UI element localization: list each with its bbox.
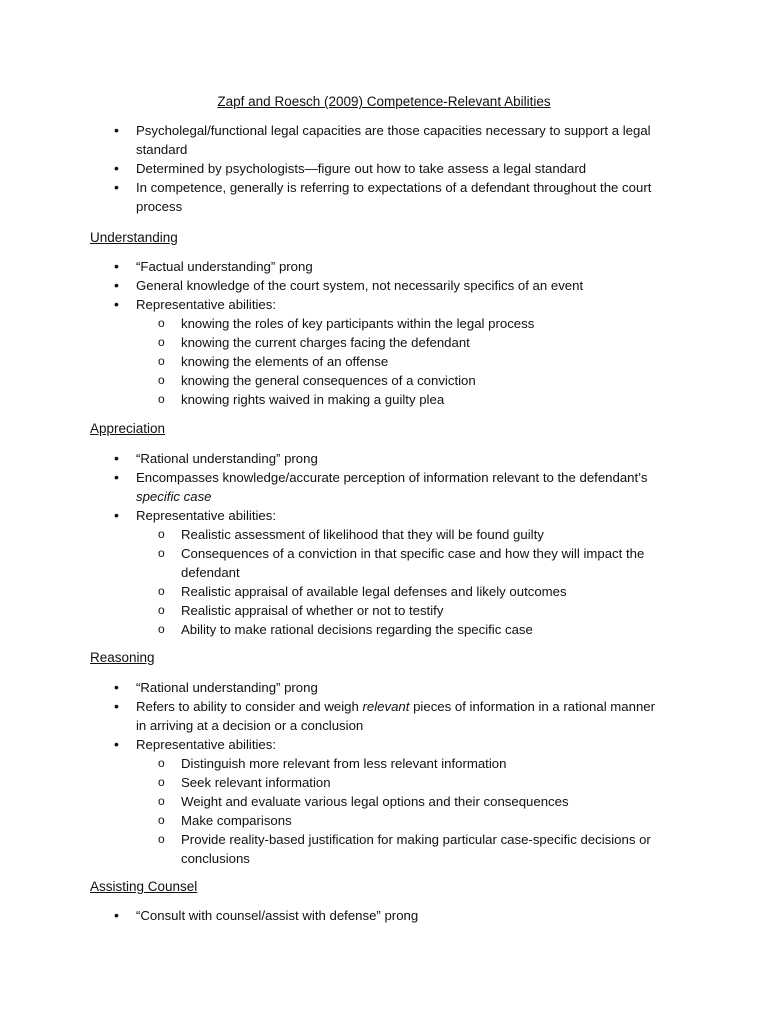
understanding-ability: o knowing the general consequences of a conviction bbox=[0, 371, 768, 390]
understanding-item: • Representative abilities: bbox=[0, 295, 768, 314]
appreciation-item-text: Encompasses knowledge/accurate perception of information relevant to the defendant’s bbox=[136, 470, 648, 485]
intro-item: • Determined by psychologists—figure out how to take assess a legal standard bbox=[0, 159, 768, 178]
reasoning-ability: o Weight and evaluate various legal options and their consequences bbox=[0, 792, 768, 811]
appreciation-item-italic: specific case bbox=[136, 489, 212, 504]
appreciation-ability: o Realistic appraisal of whether or not to testify bbox=[0, 601, 768, 620]
reasoning-item-italic: relevant bbox=[362, 699, 410, 714]
understanding-item: • “Factual understanding” prong bbox=[0, 257, 768, 276]
appreciation-ability: o Ability to make rational decisions regarding the specific case bbox=[0, 620, 768, 639]
understanding-item: • General knowledge of the court system, not necessarily specifics of an event bbox=[0, 276, 768, 295]
reasoning-item-post: pieces of information in a rational manner in arriving at a decision or a conclusion bbox=[136, 699, 656, 733]
understanding-ability: o knowing the roles of key participants within the legal process bbox=[0, 314, 768, 333]
reasoning-item: • Representative abilities: bbox=[0, 735, 768, 754]
section-heading-assisting-counsel: Assisting Counsel bbox=[90, 879, 198, 894]
understanding-list bbox=[0, 257, 768, 409]
reasoning-item bbox=[0, 697, 768, 735]
assisting-item: • “Consult with counsel/assist with defense” prong bbox=[0, 906, 768, 925]
section-heading-appreciation: Appreciation bbox=[90, 421, 166, 436]
section-heading-understanding: Understanding bbox=[90, 230, 178, 245]
assisting-list bbox=[0, 906, 768, 925]
section-heading-reasoning: Reasoning bbox=[90, 650, 155, 665]
reasoning-ability: o Provide reality-based justification for making particular case-specific decisions or conclusions bbox=[0, 830, 768, 868]
appreciation-list bbox=[0, 449, 768, 639]
reasoning-ability: o Seek relevant information bbox=[0, 773, 768, 792]
appreciation-ability: o Consequences of a conviction in that specific case and how they will impact the defendant bbox=[0, 544, 768, 582]
intro-item: • Psycholegal/functional legal capacities are those capacities necessary to support a legal standard bbox=[0, 121, 768, 159]
appreciation-ability: o Realistic appraisal of available legal defenses and likely outcomes bbox=[0, 582, 768, 601]
appreciation-ability: o Realistic assessment of likelihood that they will be found guilty bbox=[0, 525, 768, 544]
appreciation-item bbox=[0, 468, 768, 506]
reasoning-ability: o Distinguish more relevant from less relevant information bbox=[0, 754, 768, 773]
reasoning-item-pre: Refers to ability to consider and weigh bbox=[136, 699, 363, 714]
understanding-ability: o knowing the current charges facing the defendant bbox=[0, 333, 768, 352]
reasoning-item: • “Rational understanding” prong bbox=[0, 678, 768, 697]
reasoning-list bbox=[0, 678, 768, 868]
appreciation-item: • Representative abilities: bbox=[0, 506, 768, 525]
document-title: Zapf and Roesch (2009) Competence-Relevant Abilities bbox=[217, 94, 551, 109]
intro-list bbox=[0, 121, 768, 216]
understanding-ability: o knowing the elements of an offense bbox=[0, 352, 768, 371]
understanding-ability: o knowing rights waived in making a guilty plea bbox=[0, 390, 768, 409]
appreciation-item: • “Rational understanding” prong bbox=[0, 449, 768, 468]
intro-item: • In competence, generally is referring to expectations of a defendant throughout the court process bbox=[0, 178, 768, 216]
reasoning-ability: o Make comparisons bbox=[0, 811, 768, 830]
